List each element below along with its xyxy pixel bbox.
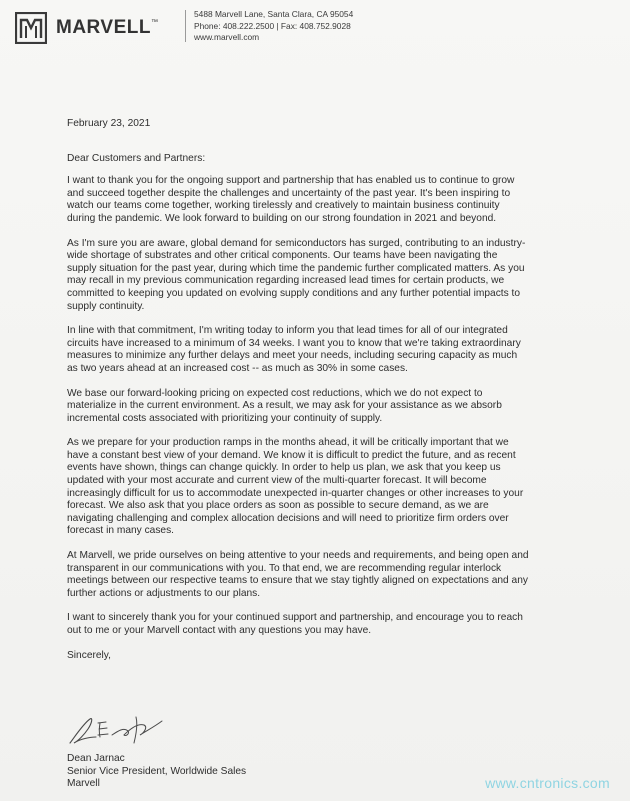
paragraph-line: events have shown, things can change quickly. In order to help us plan, we ask that you keep us (67, 462, 501, 474)
address-phone-fax: Phone: 408.222.2500 | Fax: 408.752.9028 (194, 20, 351, 31)
letter-body (67, 118, 589, 662)
paragraph-line: wide shortage of substrates and other critical components. Our teams have been navigating the (67, 250, 498, 262)
address-street: 5488 Marvell Lane, Santa Clara, CA 95054 (194, 9, 354, 19)
signer-block (67, 753, 246, 791)
closing: Sincerely, (67, 649, 111, 661)
paragraph-line: incremental costs associated with prioritizing your continuity of supply. (67, 412, 383, 424)
paragraph-line: have a constant best view of your demand. We know it is difficult to predict the future, and as recent (67, 449, 516, 461)
paragraph-line: during the pandemic. We look forward to building on our strong foundation in 2021 and beyond. (67, 212, 497, 224)
letter-date: February 23, 2021 (67, 118, 151, 129)
paragraph-2 (67, 238, 589, 314)
paragraph-line: may recall in my previous communication regarding increased lead times for certain products, we (67, 275, 505, 287)
company-address (194, 9, 353, 44)
paragraph-line: further actions or adjustments to our plans. (67, 587, 261, 599)
paragraph-line: transparent in our communications with you. To that end, we are recommending regular interlock (67, 562, 502, 574)
paragraph-line: forecast. We also ask that you place orders as soon as possible to secure demand, as we are (67, 500, 489, 512)
paragraph-5 (67, 437, 589, 538)
marvell-logo-icon (15, 12, 47, 44)
paragraph-line: increasingly difficult for us to accommodate unexpected in-quarter changes or other increases to your (67, 487, 524, 499)
paragraph-line: I want to thank you for the ongoing support and partnership that has enabled us to continue to grow (67, 175, 515, 187)
paragraph-line: navigating challenging and complex allocation decisions and will need to prioritize firm orders over (67, 512, 509, 524)
paragraph-3 (67, 325, 589, 375)
paragraph-1 (67, 175, 589, 225)
salutation: Dear Customers and Partners: (67, 152, 206, 164)
paragraph-line: supply situation for the past year, during which time the pandemic further complicated matters. As you (67, 262, 525, 274)
paragraph-line: At Marvell, we pride ourselves on being attentive to your needs and requirements, and being open and (67, 550, 529, 562)
paragraph-line: watch our teams come together, working tirelessly and creatively to maintain business continuity (67, 200, 500, 212)
paragraph-line: As we prepare for your production ramps in the months ahead, it will be critically important that we (67, 437, 509, 449)
paragraph-line: As I'm sure you are aware, global demand for semiconductors has surged, contributing to an industry- (67, 237, 526, 249)
paragraph-line: updated with your most accurate and current view of the multi-quarter forecast. It will become (67, 475, 487, 487)
paragraph-7 (67, 612, 589, 637)
paragraph-line: forecast in many cases. (67, 525, 175, 537)
paragraph-line: out to me or your Marvell contact with any questions you may have. (67, 625, 372, 636)
paragraph-line: as two years ahead at an increased cost -- as much as 30% in some cases. (67, 362, 408, 374)
signer-company: Marvell (67, 778, 100, 790)
header-divider (185, 10, 186, 42)
logo-wordmark: MARVELL™ (56, 17, 159, 38)
paragraph-line: materialize in the current environment. As a result, we may ask for your assistance as we absorb (67, 400, 502, 412)
paragraph-line: meetings between our respective teams to ensure that we stay tightly aligned on expectations and any (67, 575, 528, 587)
paragraph-6 (67, 550, 589, 600)
paragraph-line: committed to keeping you updated on evolving supply conditions and any further potential impacts to (67, 287, 521, 299)
paragraph-line: supply continuity. (67, 300, 145, 312)
address-website: www.marvell.com (194, 32, 260, 42)
paragraph-4 (67, 388, 589, 426)
paragraph-line: I want to sincerely thank you for your continued support and partnership, and encourage you to reach (67, 612, 523, 624)
paragraph-line: and succeed together despite the challenges and uncertainty of the past year. It's been inspiring to (67, 187, 511, 199)
signer-title: Senior Vice President, Worldwide Sales (67, 765, 247, 777)
site-watermark: www.cntronics.com (485, 775, 610, 791)
paragraph-line: We base our forward-looking pricing on expected cost reductions, which we do not expect to (67, 387, 483, 399)
paragraph-line: circuits have increased to a minimum of 34 weeks. I want you to know that we're taking extraordinary (67, 337, 521, 349)
paragraph-line: measures to minimize any further delays and meet your needs, including securing capacity as much (67, 350, 518, 362)
paragraph-line: In line with that commitment, I'm writing today to inform you that lead times for all of our integrated (67, 325, 508, 337)
signer-name: Dean Jarnac (67, 753, 125, 764)
handwritten-signature (66, 713, 176, 749)
